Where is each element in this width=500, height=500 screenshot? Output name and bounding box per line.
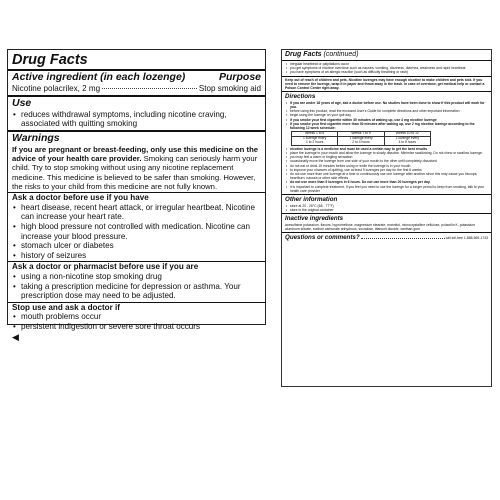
active-ingredient-row [12, 84, 261, 94]
table-row [292, 137, 431, 146]
drug-facts-title: Drug Facts [12, 52, 88, 68]
list-item: • occasionally move the lozenge from one side of your mouth to the other until completely dissolved [290, 159, 488, 163]
cell-line: 1 to 2 hours [305, 139, 324, 144]
continued-label: (continued) [323, 51, 359, 58]
list-item: • heart disease, recent heart attack, or irregular heartbeat. Nicotine can increase your heart rate. [21, 203, 261, 222]
stop-use-list [12, 312, 261, 331]
list-item: • it is important to complete treatment. If you feel you need to use the lozenge for a longer period to keep from smoking, talk to your health care provider [290, 185, 488, 193]
list-item: • persistent indigestion or severe sore throat occurs [21, 322, 261, 332]
table-cell [338, 137, 384, 146]
table-header-cell: Weeks 7 to 9 [338, 132, 384, 137]
list-item: • begin using the lozenge on your quit day [290, 113, 488, 117]
list-item: • store at 20 - 25°C (68 - 77°F) [290, 204, 488, 208]
divider [282, 213, 491, 214]
inactive-ingredients-heading: Inactive ingredients [285, 215, 344, 222]
list-item: • you get symptoms of nicotine overdose such as nausea, vomiting, dizziness, diarrhea, weakness and rapid heartbeat [290, 66, 488, 70]
ask-pharmacist-heading: Ask a doctor or pharmacist before use if you are [12, 262, 199, 272]
list-item: • you may feel a warm or tingling sensation [290, 155, 488, 159]
list-item: • to improve your chances of quitting, use at least 9 lozenges per day for the first 6 weeks [290, 168, 488, 172]
cell-line: 4 to 8 hours [398, 139, 417, 144]
divider [282, 232, 491, 233]
directions-heading: Directions [285, 93, 316, 101]
list-item: • stomach ulcer or diabetes [21, 241, 261, 251]
list-item: • if you smoke your first cigarette within 30 minutes of waking up, use 4 mg nicotine lozenge [290, 118, 488, 122]
list-item: • using a non-nicotine stop smoking drug [21, 272, 261, 282]
directions-list-a [285, 101, 488, 130]
list-item: • place the lozenge in your mouth and allow the lozenge to slowly dissolve. Minimize swallowing. Do not chew or swallow lozenge. [290, 151, 488, 155]
divider [282, 60, 491, 61]
questions-phone: call toll-free 1-888-569-1743 [445, 235, 488, 240]
table-cell [384, 137, 430, 146]
cell-line: 1 lozenge every [349, 136, 373, 141]
cell-line: 2 to 4 hours [352, 139, 370, 144]
list-item: • taking a prescription medicine for depression or asthma. Your prescription dose may need to be adjusted. [21, 282, 261, 301]
use-heading: Use [12, 96, 32, 109]
stop-use-heading: Stop use and ask a doctor if [12, 302, 120, 312]
warnings-heading: Warnings [12, 131, 60, 144]
continued-title-text: Drug Facts [285, 51, 322, 58]
directions-list-b [285, 147, 488, 193]
purpose-heading: Purpose [218, 71, 261, 83]
stop-use-continued-list [285, 62, 488, 75]
dosing-schedule-table [291, 131, 431, 146]
list-item: • you have symptoms of an allergic reaction (such as difficulty breathing or rash) [290, 70, 488, 74]
list-item: • do not use more than 5 lozenges in 6 hours. Do not use more than 20 lozenges per day. [290, 180, 488, 184]
other-information-list [285, 204, 488, 212]
list-item: • history of seizures [21, 251, 261, 261]
pregnancy-warning-bold: If you are pregnant or breast-feeding, only use this medicine on the advice of your health care provider. [12, 144, 259, 164]
ask-doctor-list [12, 203, 261, 261]
purpose-value: Stop smoking aid [198, 84, 261, 93]
list-item: • nicotine lozenge is a medicine and must be used a certain way to get the best results [290, 147, 488, 151]
dot-leader [102, 88, 197, 89]
other-information-heading: Other information [285, 196, 338, 204]
active-ingredient-header [12, 71, 261, 84]
list-item: • reduces withdrawal symptoms, including nicotine craving, associated with quitting smoking [21, 110, 261, 129]
list-item: • do not use more than one lozenge at a time or continuously use one lozenge after another since this may cause you hiccups, heartburn, nausea or other side effects [290, 172, 488, 180]
table-header-cell: Weeks 1 to 6 [292, 132, 338, 137]
dot-leader [361, 238, 445, 239]
ask-pharmacist-list [12, 272, 261, 301]
list-item: • store in the original container [290, 208, 488, 212]
list-item: • before using this product, read the enclosed User's Guide for complete directions and other important information [290, 109, 488, 113]
list-item: • high blood pressure not controlled with medication. Nicotine can increase your blood pressure. [21, 222, 261, 241]
table-cell [292, 137, 338, 146]
inactive-ingredients-text: acesulfame potassium, flavors, hypromellose, magnesium stearate, mannitol, microcrystalline cellulose, polacrilin K, potassium aluminum silicate, sodium carbonate anhydrous, sucralose, titanium dioxide, xanthan gum [285, 222, 476, 231]
table-header-cell: Weeks 10 to 12 [384, 132, 430, 137]
divider [282, 91, 491, 92]
drug-facts-continued-title [285, 51, 488, 59]
questions-heading: Questions or comments? [285, 233, 360, 241]
questions-row [285, 234, 488, 242]
active-ingredient-heading: Active ingredient (in each lozenge) [12, 71, 186, 83]
drug-facts-panel [7, 49, 266, 342]
divider [282, 76, 491, 77]
list-item: • mouth problems occur [21, 312, 261, 322]
keep-out-of-reach-warning: Keep out of reach of children and pets. Nicotine lozenges may have enough nicotine to make children and pets sick. If you need to remove the lozenge, wrap it in paper and throw away in the trash. In case of overdose, get medical help or contact a Poison Control Center right away. [285, 77, 485, 91]
drug-facts-continued-panel [281, 49, 492, 387]
ask-doctor-heading: Ask a doctor before use if you have [12, 193, 149, 203]
active-ingredient-value: Nicotine polacrilex, 2 mg [12, 84, 101, 93]
use-list [12, 110, 261, 129]
list-item: • do not eat or drink 15 minutes before using or while the lozenge is in your mouth [290, 164, 488, 168]
cell-line: 1 lozenge every [303, 136, 327, 141]
continue-arrow-icon: ◀ [12, 331, 19, 342]
list-item: • if you smoke your first cigarette more than 30 minutes after waking up, use 2 mg nicotine lozenge according to the following 12 week schedule: [290, 122, 488, 130]
list-item: • if you are under 18 years of age, ask a doctor before use. No studies have been done to show if this product will work for you. [290, 101, 488, 109]
pregnancy-warning-text: Smoking can seriously harm your child. Try to stop smoking without using any nicotine replacement medicine. This medicine is believed to be safer than smoking. However, the risks to your child from this medicine are not fully known. [12, 154, 258, 191]
list-item: • irregular heartbeat or palpitations occur [290, 62, 488, 66]
divider [282, 194, 491, 195]
cell-line: 1 lozenge every [395, 136, 419, 141]
pregnancy-warning [12, 145, 261, 191]
